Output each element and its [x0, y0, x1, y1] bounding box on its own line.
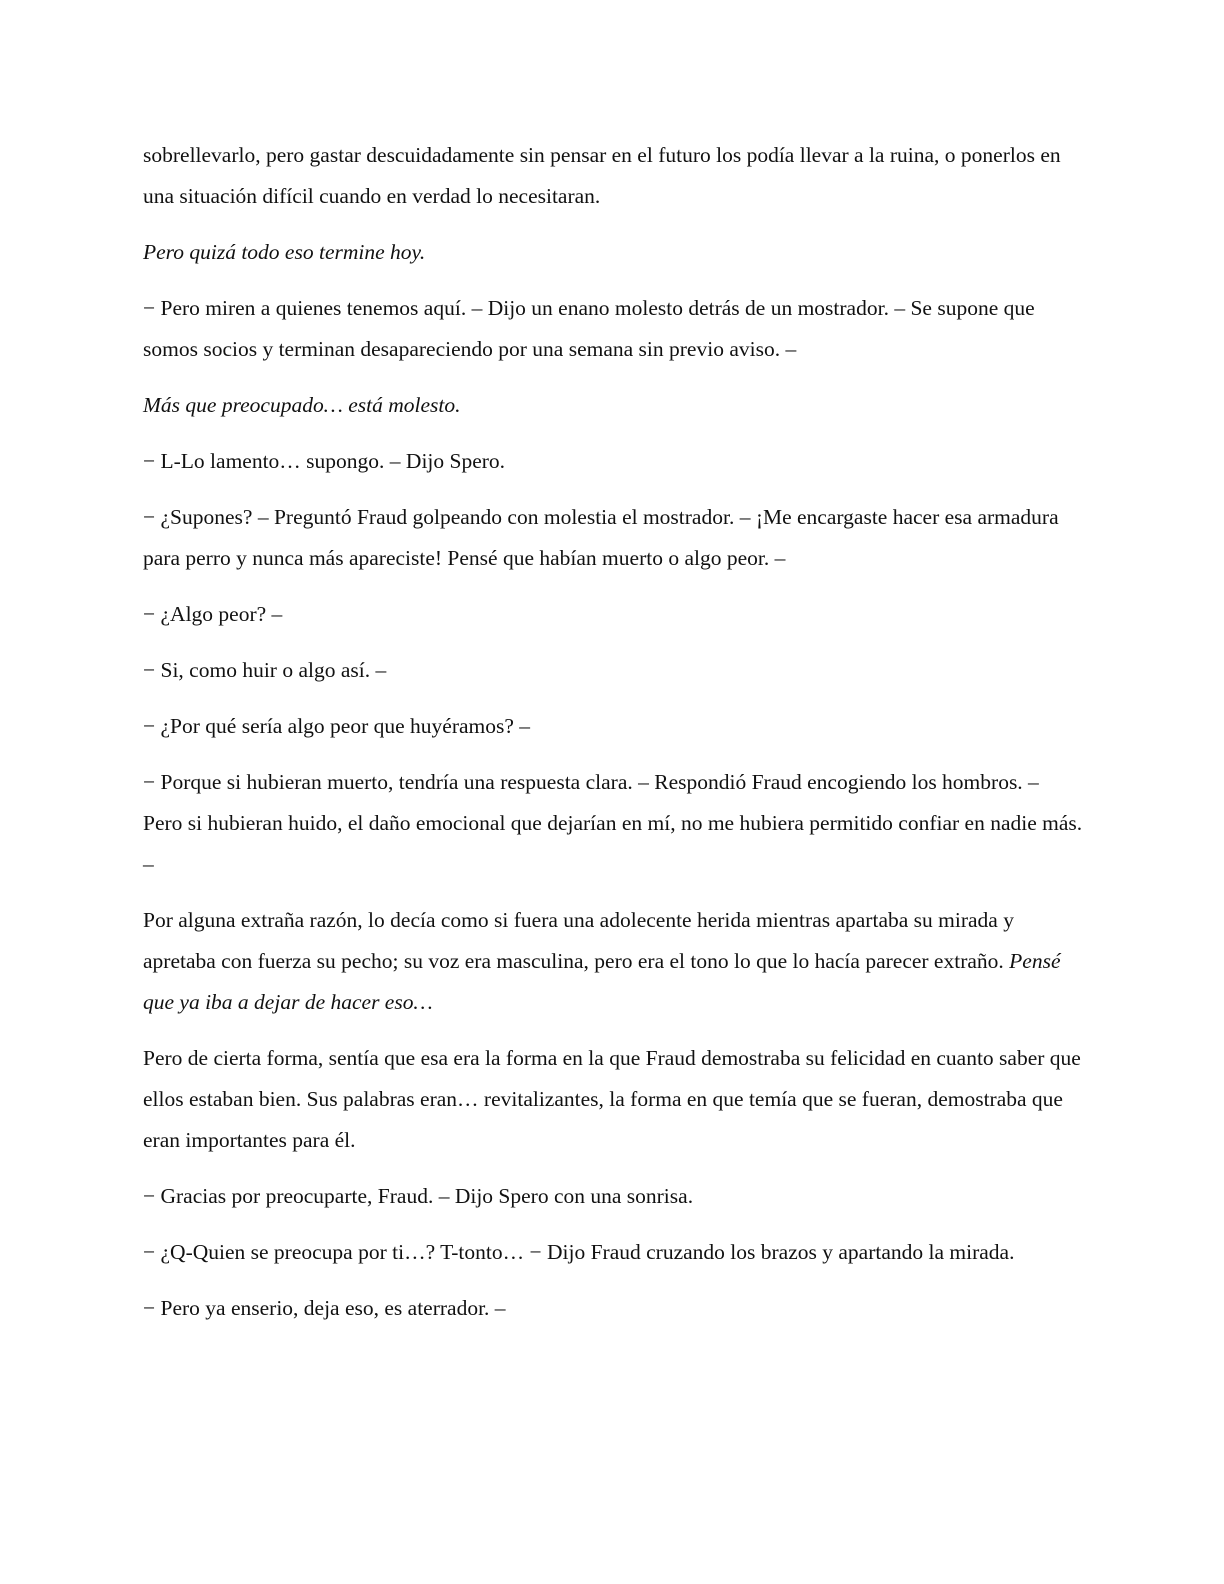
paragraph-dialogue: − L-Lo lamento… supongo. – Dijo Spero. [143, 449, 506, 473]
paragraph-inner-thought: Más que preocupado… está molesto. [143, 393, 461, 417]
paragraph-dialogue: − ¿Por qué sería algo peor que huyéramos? – [143, 714, 531, 738]
paragraph-narration-text: Por alguna extraña razón, lo decía como si fuera una adolecente herida mientras apartaba su mirada y apretaba con fuerza su pecho; su voz era masculina, pero era el tono lo que lo hacía parecer extraño. [143, 908, 1014, 973]
paragraph-narration: sobrellevarlo, pero gastar descuidadamente sin pensar en el futuro los podía llevar a la ruina, o ponerlos en una situación difícil cuando en verdad lo necesitaran. [143, 143, 1061, 208]
paragraph-dialogue: − ¿Algo peor? – [143, 602, 283, 626]
paragraph-dialogue: − Porque si hubieran muerto, tendría una respuesta clara. – Respondió Fraud encogiendo los hombros. – Pero si hubieran huido, el daño emocional que dejarían en mí, no me hubiera permitido confiar en nadie más. – [143, 770, 1083, 876]
document-body [143, 135, 1083, 1344]
paragraph-dialogue: − Pero ya enserio, deja eso, es aterrador. – [143, 1296, 506, 1320]
paragraph-inner-thought: Pero quizá todo eso termine hoy. [143, 240, 426, 264]
paragraph-narration-mixed [143, 900, 1083, 1023]
paragraph-dialogue: − ¿Supones? – Preguntó Fraud golpeando con molestia el mostrador. – ¡Me encargaste hacer esa armadura para perro y nunca más apareciste! Pensé que habían muerto o algo peor. – [143, 505, 1059, 570]
paragraph-dialogue: − ¿Q-Quien se preocupa por ti…? T-tonto… − Dijo Fraud cruzando los brazos y apartando la mirada. [143, 1240, 1015, 1264]
paragraph-narration: Pero de cierta forma, sentía que esa era la forma en la que Fraud demostraba su felicidad en cuanto saber que ellos estaban bien. Sus palabras eran… revitalizantes, la forma en que temía que se fueran, demostraba que eran importantes para él. [143, 1046, 1081, 1152]
paragraph-dialogue: − Pero miren a quienes tenemos aquí. – Dijo un enano molesto detrás de un mostrador. – Se supone que somos socios y terminan desapareciendo por una semana sin previo aviso. – [143, 296, 1035, 361]
paragraph-dialogue: − Si, como huir o algo así. – [143, 658, 387, 682]
paragraph-inner-thought: Pensé que ya iba a dejar de hacer eso… [143, 949, 1061, 1014]
paragraph-dialogue: − Gracias por preocuparte, Fraud. – Dijo Spero con una sonrisa. [143, 1184, 694, 1208]
